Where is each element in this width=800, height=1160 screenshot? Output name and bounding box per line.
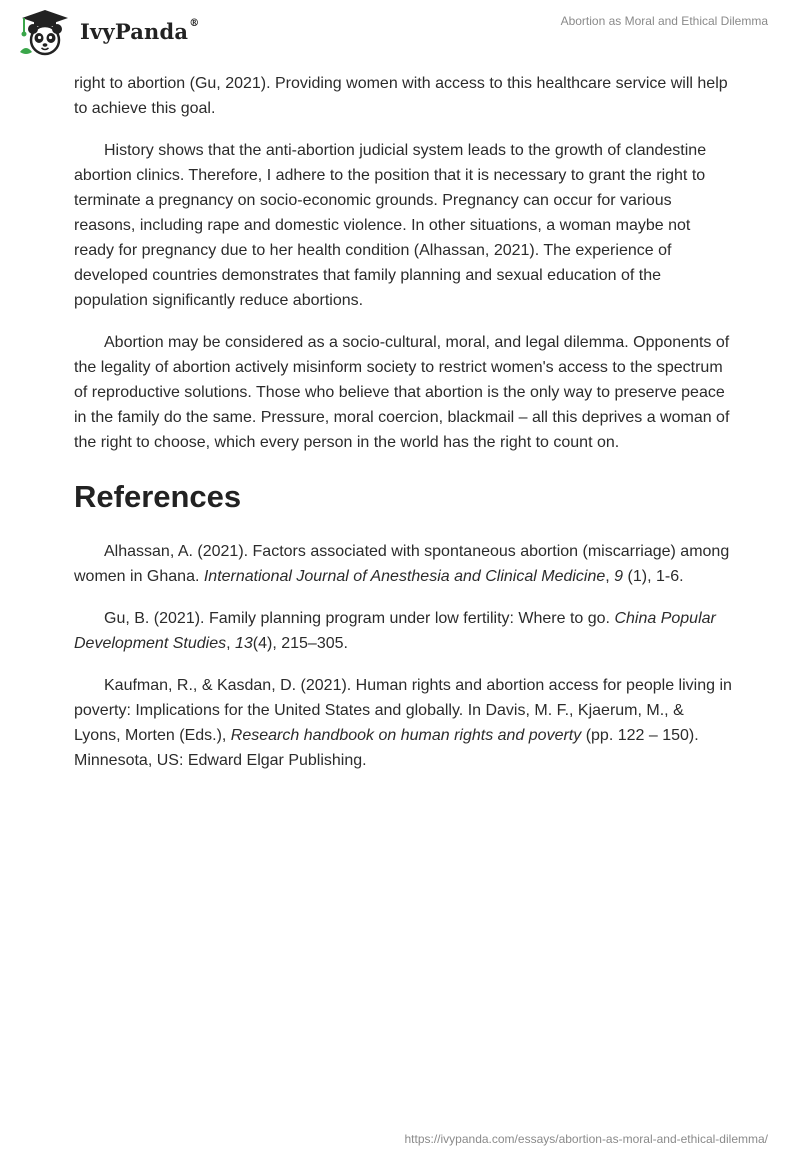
paragraph-2: History shows that the anti-abortion judicial system leads to the growth of clandestine abortion clinics. Therefore, I adhere to the position that it is necessary to grant the right to terminate a pregnancy on socio-economic grounds. Pregnancy can occur for various reasons, including rape and domestic violence. In other situations, a woman maybe not ready for pregnancy due to her health condition (Alhassan, 2021). The experience of developed countries demonstrates that family planning and sexual education of the population significantly reduce abortions. xyxy=(74,142,707,309)
panda-graduate-icon[interactable] xyxy=(14,8,76,58)
footer-url-link[interactable]: https://ivypanda.com/essays/abortion-as-moral-and-ethical-dilemma/ xyxy=(404,1132,768,1146)
reference-item: Gu, B. (2021). Family planning program under low fertility: Where to go. China Popular Development Studies, 13(4), 215–305. xyxy=(74,610,716,652)
document-title: Abortion as Moral and Ethical Dilemma xyxy=(560,14,768,28)
reference-item: Alhassan, A. (2021). Factors associated with spontaneous abortion (miscarriage) among women in Ghana. International Journal of Anesthesia and Clinical Medicine, 9 (1), 1-6. xyxy=(74,543,730,585)
page-header xyxy=(0,0,800,64)
brand-name[interactable]: IvyPanda® xyxy=(80,18,200,44)
paragraph-3: Abortion may be considered as a socio-cultural, moral, and legal dilemma. Opponents of the legality of abortion actively misinform society to restrict women's access to the spectrum of reproductive solutions. Those who believe that abortion is the only way to preserve peace in the family do the same. Pressure, moral coercion, blackmail – all this deprives a woman of the right to choose, which every person in the world has the right to count on. xyxy=(74,334,730,451)
references-heading: References xyxy=(74,479,242,514)
essay-content xyxy=(74,71,734,790)
reference-item: Kaufman, R., & Kasdan, D. (2021). Human rights and abortion access for people living in poverty: Implications for the United States and globally. In Davis, M. F., Kjaerum, M., & Lyons, Morten (Eds.), Research handbook on human rights and poverty (pp. 122 – 150). Minnesota, US: Edward Elgar Publishing. xyxy=(74,677,732,769)
paragraph-1: right to abortion (Gu, 2021). Providing women with access to this healthcare service will help to achieve this goal. xyxy=(74,75,728,117)
